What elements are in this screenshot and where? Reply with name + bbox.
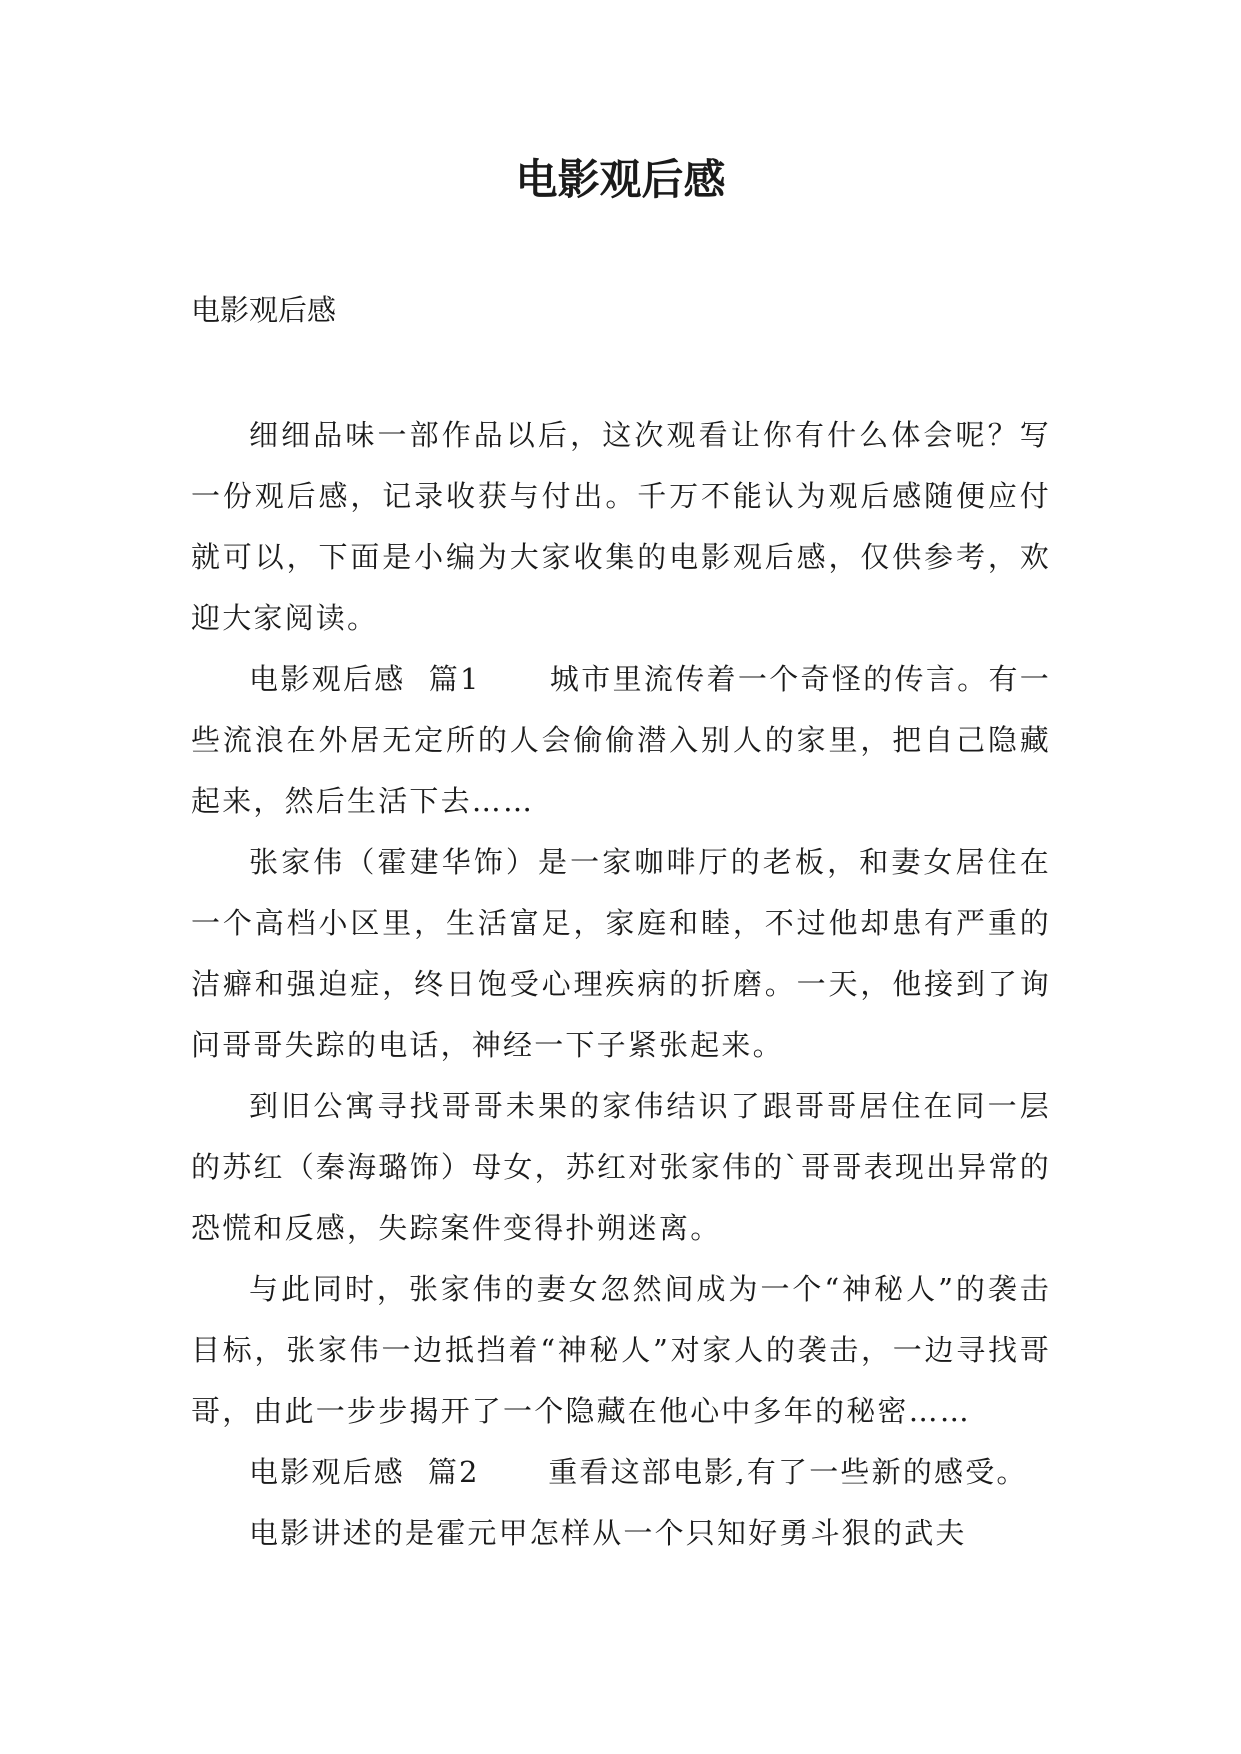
paragraph-mystery-person: 与此同时，张家伟的妻女忽然间成为一个“神秘人”的袭击目标，张家伟一边抵挡着“神秘人”对家人的袭击，一边寻找哥哥，由此一步步揭开了一个隐藏在他心中多年的秘密…… xyxy=(191,1272,1051,1428)
document-subtitle: 电影观后感 xyxy=(191,293,337,327)
paragraph-section-1-start: 电影观后感 篇1 城市里流传着一个奇怪的传言。有一些流浪在外居无定所的人会偷偷潜入别人的家里，把自己隐藏起来，然后生活下去…… xyxy=(191,662,1051,818)
paragraph-old-apartment: 到旧公寓寻找哥哥未果的家伟结识了跟哥哥居住在同一层的苏红（秦海璐饰）母女，苏红对张家伟的`哥哥表现出异常的恐慌和反感，失踪案件变得扑朔迷离。 xyxy=(191,1089,1051,1245)
paragraph-intro: 细细品味一部作品以后，这次观看让你有什么体会呢？写一份观后感，记录收获与付出。千万不能认为观后感随便应付就可以，下面是小编为大家收集的电影观后感，仅供参考，欢迎大家阅读。 xyxy=(191,418,1051,635)
paragraph-section-2-start: 电影观后感 篇2 重看这部电影,有了一些新的感受。 xyxy=(249,1455,1028,1489)
paragraph-zhang-jiawei: 张家伟（霍建华饰）是一家咖啡厅的老板，和妻女居住在一个高档小区里，生活富足，家庭和睦，不过他却患有严重的洁癖和强迫症，终日饱受心理疾病的折磨。一天，他接到了询问哥哥失踪的电话，神经一下子紧张起来。 xyxy=(191,845,1051,1062)
paragraph-huo-yuanjia: 电影讲述的是霍元甲怎样从一个只知好勇斗狠的武夫 xyxy=(249,1516,967,1550)
document-title: 电影观后感 xyxy=(515,155,726,204)
document-body xyxy=(191,405,1051,1564)
